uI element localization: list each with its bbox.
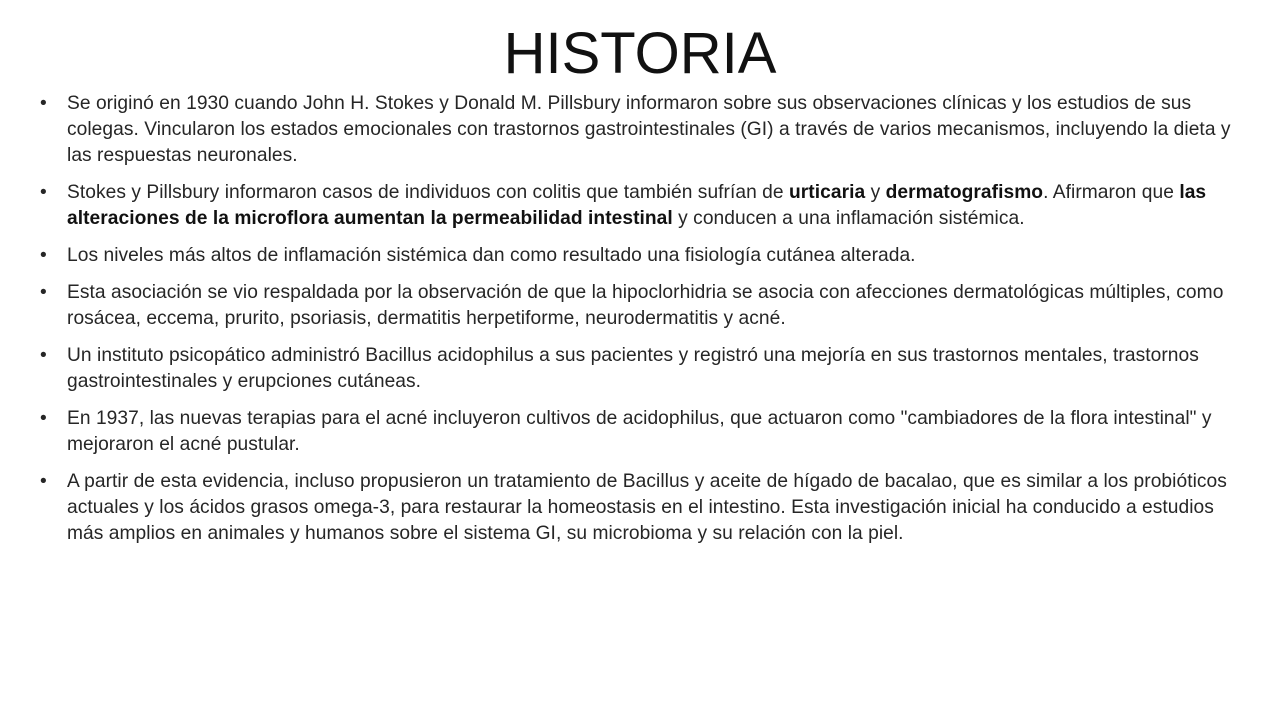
bullet-dot-icon: • xyxy=(40,93,47,114)
bullet-text: Un instituto psicopático administró Bacillus acidophilus a sus pacientes y registró una mejoría en sus trastornos mentales, trastornos gastrointestinales y erupciones cutáneas. xyxy=(67,345,1199,392)
bullet-text: En 1937, las nuevas terapias para el acné incluyeron cultivos de acidophilus, que actuaron como "cambiadores de la flora intestinal" y mejoraron el acné pustular. xyxy=(67,408,1212,455)
bullet-item xyxy=(40,343,1240,395)
bullet-text: Esta asociación se vio respaldada por la observación de que la hipoclorhidria se asocia con afecciones dermatológicas múltiples, como rosácea, eccema, prurito, psoriasis, dermatitis herpetiforme, neurodermatitis y acné. xyxy=(67,282,1224,329)
bullet-text: Los niveles más altos de inflamación sistémica dan como resultado una fisiología cutánea alterada. xyxy=(67,245,916,266)
bullet-list xyxy=(40,91,1240,558)
slide-title: HISTORIA xyxy=(503,21,777,86)
bullet-item xyxy=(40,469,1240,547)
bold-term-urticaria: urticaria xyxy=(789,182,866,203)
bullet-dot-icon: • xyxy=(40,345,47,366)
bullet-text: Stokes y Pillsbury informaron casos de individuos con colitis que también sufrían de urticaria y dermatografismo. Afirmaron que las alteraciones de la microflora aumentan la permeabilidad intestinal y conducen a una inflamación sistémica. xyxy=(67,182,1207,229)
bullet-dot-icon: • xyxy=(40,408,47,429)
bullet-text: A partir de esta evidencia, incluso propusieron un tratamiento de Bacillus y aceite de hígado de bacalao, que es similar a los probióticos actuales y los ácidos grasos omega-3, para restaurar la homeostasis en el intestino. Esta investigación inicial ha conducido a estudios más amplios en animales y humanos sobre el sistema GI, su microbioma y su relación con la piel. xyxy=(67,471,1227,544)
bullet-item xyxy=(40,243,1240,269)
bullet-text: Se originó en 1930 cuando John H. Stokes y Donald M. Pillsbury informaron sobre sus observaciones clínicas y los estudios de sus colegas. Vincularon los estados emocionales con trastornos gastrointestinales (GI) a través de varios mecanismos, incluyendo la dieta y las respuestas neuronales. xyxy=(67,93,1231,166)
bullet-dot-icon: • xyxy=(40,182,47,203)
bullet-dot-icon: • xyxy=(40,282,47,303)
bullet-item xyxy=(40,406,1240,458)
bold-term-dermatografismo: dermatografismo xyxy=(885,182,1044,203)
bullet-dot-icon: • xyxy=(40,471,47,492)
bullet-item xyxy=(40,91,1240,169)
bullet-item xyxy=(40,180,1240,232)
bullet-dot-icon: • xyxy=(40,245,47,266)
bold-statement-microflora: las alteraciones de la microflora aumentan la permeabilidad intestinal xyxy=(67,182,1207,229)
bullet-item xyxy=(40,280,1240,332)
